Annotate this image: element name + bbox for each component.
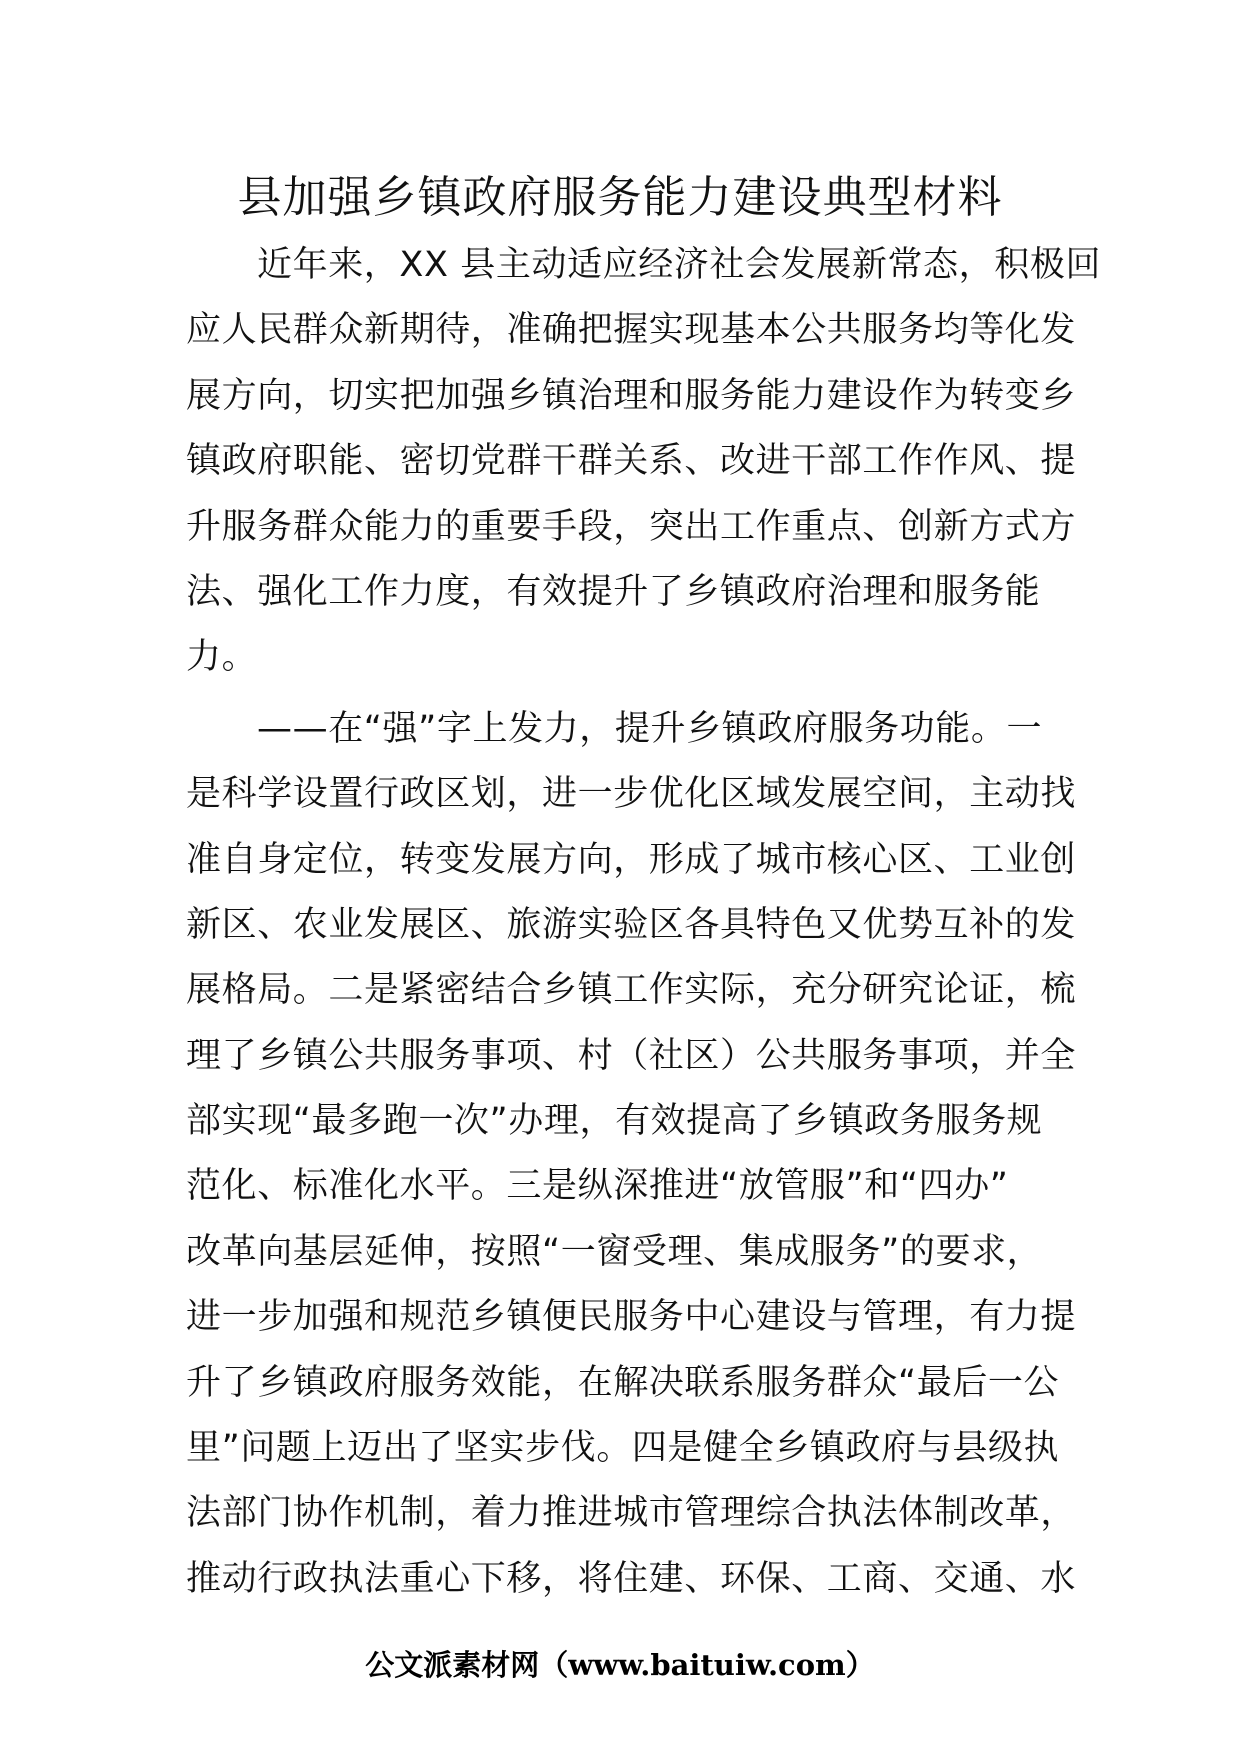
paragraph-1-line-4: 镇政府职能、密切党群干群关系、改进干部工作作风、提 (186, 441, 1077, 482)
paragraph-2-line-5: 展格局。二是紧密结合乡镇工作实际，充分研究论证，梳 (186, 970, 1077, 1011)
paragraph-2-line-14: 推动行政执法重心下移，将住建、环保、工商、交通、水 (186, 1558, 1077, 1599)
paragraph-1-line-2: 应人民群众新期待，准确把握实现基本公共服务均等化发 (186, 310, 1077, 351)
paragraph-2-line-13: 法部门协作机制，着力推进城市管理综合执法体制改革， (186, 1493, 1077, 1534)
paragraph-1-line-1: 近年来，XX 县主动适应经济社会发展新常态，积极回 (257, 245, 1102, 285)
paragraph-1-line-5: 升服务群众能力的重要手段，突出工作重点、创新方式方 (186, 506, 1077, 547)
paragraph-2-line-11: 升了乡镇政府服务效能，在解决联系服务群众“最后一公 (186, 1362, 1060, 1403)
paragraph-2-line-1: ——在“强”字上发力，提升乡镇政府服务功能。一 (257, 708, 1043, 749)
document-title: 县加强乡镇政府服务能力建设典型材料 (237, 172, 1003, 223)
document-body (186, 233, 1102, 1612)
paragraph-2-line-6: 理了乡镇公共服务事项、村（社区）公共服务事项，并全 (186, 1035, 1077, 1076)
paragraph-2-line-4: 新区、农业发展区、旅游实验区各具特色又优势互补的发 (186, 904, 1077, 945)
paragraph-1-line-3: 展方向，切实把加强乡镇治理和服务能力建设作为转变乡 (186, 375, 1077, 416)
paragraph-2-line-8: 范化、标准化水平。三是纵深推进“放管服”和“四办” (186, 1166, 1009, 1207)
paragraph-1-line-7: 力。 (186, 637, 258, 678)
paragraph-2-line-12: 里”问题上迈出了坚实步伐。四是健全乡镇政府与县级执 (186, 1428, 1060, 1469)
paragraph-2-line-3: 准自身定位，转变发展方向，形成了城市核心区、工业创 (186, 839, 1077, 880)
paragraph-2-line-2: 是科学设置行政区划，进一步优化区域发展空间，主动找 (186, 774, 1077, 815)
paragraph-2-line-9: 改革向基层延伸，按照“一窗受理、集成服务”的要求， (186, 1231, 1043, 1272)
paragraph-2-line-7: 部实现“最多跑一次”办理，有效提高了乡镇政务服务规 (186, 1101, 1043, 1142)
paragraph-2-line-10: 进一步加强和规范乡镇便民服务中心建设与管理，有力提 (186, 1297, 1077, 1338)
footer-source-text: 公文派素材网（www.baituiw.com） (365, 1648, 875, 1682)
paragraph-1-line-6: 法、强化工作力度，有效提升了乡镇政府治理和服务能 (186, 571, 1041, 612)
